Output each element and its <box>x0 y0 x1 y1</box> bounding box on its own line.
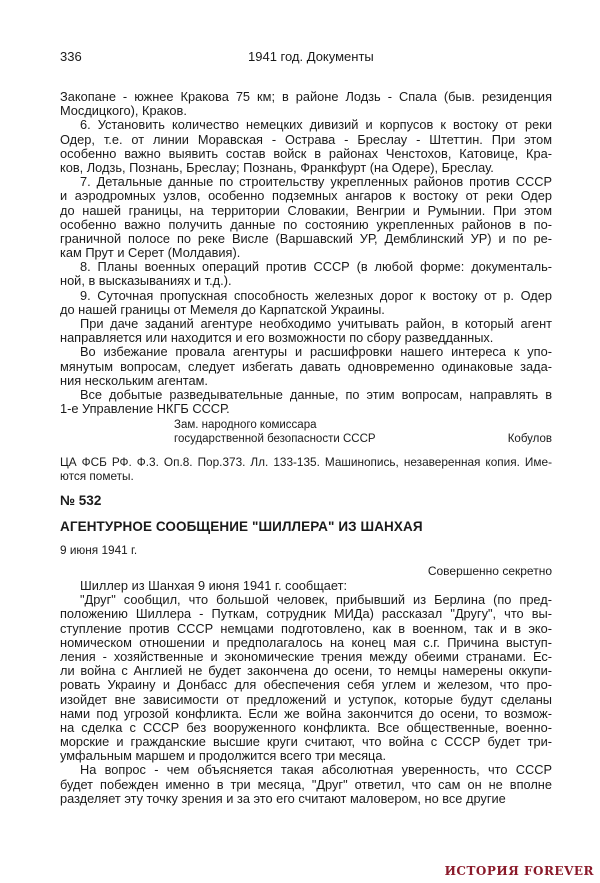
text-line: положению Шиллера - Путкам, сотрудник МИДа) рассказал "Другу", что вы- <box>60 607 552 622</box>
classification-label: Совершенно секретно <box>427 564 552 578</box>
text-line: направляется или находится и его возможности по сбору разведданных. <box>60 331 494 346</box>
text-line: мянутым вопросам, следует избегать давать одновременно одинаковые зада- <box>60 359 552 374</box>
text-line: 6. Установить количество немецких дивизий и корпусов к востоку от реки <box>80 118 552 133</box>
archive-note-line: ЦА ФСБ РФ. Ф.3. Оп.8. Пор.373. Лл. 133-135. Машинопись, незаверенная копия. Име- <box>60 455 552 469</box>
text-line: морские и гражданские высшие круги считают, что война с СССР будет три- <box>60 735 552 750</box>
text-line: и аэродромных узлов, особенно подземных ангаров к востоку от реки Одер <box>60 189 552 204</box>
text-line: номическом отношении и предполагалось на конец мая с.г. Причина выступ- <box>60 635 552 650</box>
text-line: На вопрос - чем объясняется такая абсолютная уверенность, что СССР <box>80 763 552 778</box>
text-line: ли война с Англией не будет закончена до осени, то немцы намерены оккупи- <box>60 664 552 679</box>
text-line: ления - хозяйственные и экономические трения между обеими странами. Ес- <box>60 649 552 664</box>
text-line: Все добытые разведывательные данные, по этим вопросам, направлять в <box>80 387 552 402</box>
text-line: будет побежден именно в три месяца, "Друг" ответил, что сам он не вполне <box>60 777 552 792</box>
page-number: 336 <box>60 49 82 64</box>
text-line: 7. Детальные данные по строительству укрепленных районов против СССР <box>80 175 552 190</box>
text-line: ступление против СССР немцами подготовлено, как в военном, так и в эко- <box>60 621 552 636</box>
text-line: особенно важно получить данные по состоянию укрепленных районов в по- <box>60 217 552 232</box>
text-line: изойдет вне зависимости от предложений и уступок, которые будут сделаны <box>60 692 552 707</box>
text-line: ния нескольким агентам. <box>60 373 208 388</box>
text-line: ной, в высказываниях и т.д.). <box>60 274 232 289</box>
text-line: 9. Суточная пропускная способность железных дорог к востоку от р. Одер <box>80 288 552 303</box>
text-line: Одер, т.е. от линии Моравская - Острава - Бреслау - Штеттин. При этом <box>60 132 552 147</box>
text-line: ков, Лодзь, Познань, Бреслау; Познань, Франкфурт (на Одере), Бреслау. <box>60 160 494 175</box>
text-line: разделяет эту точку зрения и за это его считают маловером, но все другие <box>60 791 506 806</box>
text-line: на сделка с СССР без вооруженного конфликта. Все общественные, военно- <box>60 720 552 735</box>
archive-note-line: ются пометы. <box>60 469 134 484</box>
archive-note <box>60 455 552 483</box>
text-line: "Друг" сообщил, что большой человек, прибывший из Берлина (по пред- <box>80 593 552 608</box>
text-line: умфальным маршем и продолжится всего три месяца. <box>60 749 387 764</box>
text-line: ровать Украину и Донбасс для обеспечения себя углем и железом, что про- <box>60 678 552 693</box>
text-line: кам Прут и Серет (Молдавия). <box>60 246 241 261</box>
text-line: Мосдицкого), Краков. <box>60 104 187 119</box>
text-line: до нашей границы от Мемеля до Карпатской Украины. <box>60 302 385 317</box>
document-body <box>60 579 552 806</box>
text-line: Во избежание провала агентуры и расшифровки нашего интереса к упо- <box>80 345 552 360</box>
document-date: 9 июня 1941 г. <box>60 543 138 557</box>
text-line: до нашей границы, на территории Словакии, Венгрии и Румынии. При этом <box>60 203 552 218</box>
running-title: 1941 год. Документы <box>248 49 374 64</box>
text-line: нами под угрозой конфликта. Если же война закончится до осени, то возмож- <box>60 706 552 721</box>
text-line: особенно важно выявить состав войск в районах Ченстохов, Катовице, Кра- <box>60 146 552 161</box>
document-title: АГЕНТУРНОЕ СООБЩЕНИЕ "ШИЛЛЕРА" ИЗ ШАНХАЯ <box>60 519 423 534</box>
watermark-logo: ИСТОРИЯ FOREVER <box>444 864 594 878</box>
signature-name: Кобулов <box>507 433 552 445</box>
text-line: При даче заданий агентуре необходимо учитывать район, в который агент <box>80 317 552 331</box>
previous-document-body <box>60 90 552 416</box>
signature-block <box>174 418 552 446</box>
text-line: Закопане - южнее Кракова 75 км; в районе Лодзь - Спала (быв. резиденция <box>60 90 552 104</box>
text-line: 1-е Управление НКГБ СССР. <box>60 402 230 417</box>
text-line: граничной полосе по реке Висле (Варшавский УР, Демблинский УР) и по ре- <box>60 231 552 246</box>
signature-title-line: государственной безопасности СССР <box>174 433 376 445</box>
text-line: 8. Планы военных операций против СССР (в любой форме: документаль- <box>80 260 552 275</box>
document-number: № 532 <box>60 493 102 508</box>
text-line: Шиллер из Шанхая 9 июня 1941 г. сообщает: <box>80 579 348 593</box>
signature-title-line: Зам. народного комиссара <box>174 419 317 431</box>
